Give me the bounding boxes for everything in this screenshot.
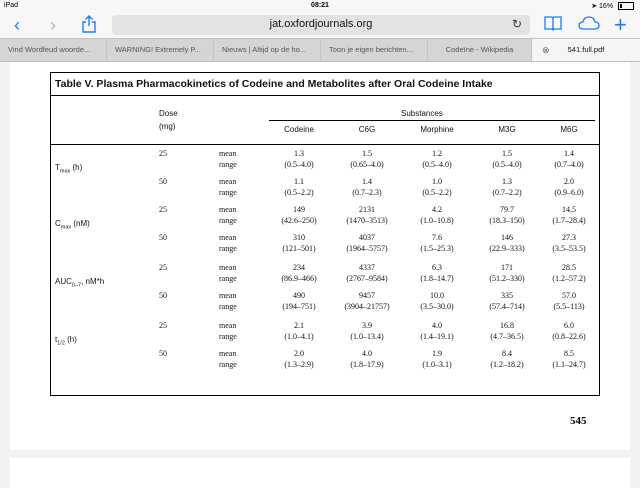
range-value: (194–751) (282, 302, 316, 311)
parameter-unit: (nM) (71, 219, 90, 228)
range-label: range (219, 216, 237, 225)
dose-value: 25 (159, 321, 167, 330)
range-value: (0.5–4.0) (284, 160, 314, 169)
range-value: (1.4–19.1) (420, 332, 454, 341)
mean-value: 8.4 (502, 349, 512, 358)
range-value: (4.7–36.5) (490, 332, 524, 341)
dose-value: 25 (159, 205, 167, 214)
battery-percent: 16% (599, 3, 614, 10)
range-value: (1964–5757) (346, 244, 388, 253)
dose-value: 50 (159, 349, 167, 358)
tab-bar (0, 38, 640, 62)
range-value: (5.5–113) (553, 302, 585, 311)
bookmarks-button[interactable] (544, 15, 562, 35)
range-value: (1470–3513) (346, 216, 388, 225)
url-text: jat.oxfordjournals.org (269, 18, 373, 30)
range-value: (1.8–14.7) (420, 274, 454, 283)
dose-unit: (mg) (159, 122, 176, 131)
mean-value: 2.0 (564, 177, 574, 186)
mean-value: 2.1 (294, 321, 304, 330)
mean-value: 1.9 (432, 349, 442, 358)
column-header: M3G (498, 125, 516, 134)
substances-header: Substances (401, 109, 443, 118)
range-value: (1.0–13.4) (350, 332, 384, 341)
mean-value: 1.0 (432, 177, 442, 186)
column-header: Morphine (420, 125, 454, 134)
column-header: Codeine (284, 125, 314, 134)
parameter-name: C (55, 219, 61, 228)
mean-value: 171 (501, 263, 513, 272)
new-tab-button[interactable]: + (614, 12, 627, 37)
range-value: (0.8–22.6) (552, 332, 586, 341)
table-title: Table V. Plasma Pharmacokinetics of Codeine and Metabolites after Oral Codeine Intake (55, 78, 493, 90)
status-bar (0, 0, 640, 12)
page-number: 545 (570, 415, 587, 427)
mean-value: 234 (293, 263, 305, 272)
mean-value: 310 (293, 233, 305, 242)
mean-value: 10.0 (430, 291, 444, 300)
parameter-unit: (h) (70, 163, 83, 172)
mean-value: 335 (501, 291, 513, 300)
clock: 08:21 (311, 2, 329, 9)
mean-value: 1.5 (502, 149, 512, 158)
range-value: (86.9–466) (281, 274, 317, 283)
range-value: (42.6–250) (281, 216, 317, 225)
mean-value: 490 (293, 291, 305, 300)
column-header: M6G (560, 125, 578, 134)
range-value: (22.9–333) (489, 244, 525, 253)
mean-label: mean (219, 149, 237, 158)
range-value: (0.5–2.2) (422, 188, 452, 197)
share-icon (82, 15, 96, 33)
pdf-page (10, 62, 630, 450)
dose-header: Dose (159, 109, 178, 118)
range-value: (1.5–25.3) (420, 244, 454, 253)
tab-label: Nieuws | Altijd op de ho... (222, 45, 307, 54)
mean-value: 79.7 (500, 205, 514, 214)
tab-label: Toon je eigen berichten... (329, 45, 413, 54)
mean-label: mean (219, 291, 237, 300)
tab-label: Codeïne - Wikipedia (445, 45, 514, 54)
range-value: (2767–9584) (346, 274, 388, 283)
range-value: (0.5–4.0) (492, 160, 522, 169)
range-value: (18.3–150) (489, 216, 525, 225)
mean-value: 28.5 (562, 263, 576, 272)
tab-label: 541.full.pdf (567, 45, 605, 54)
range-value: (57.4–714) (489, 302, 525, 311)
parameter-name: t (55, 335, 58, 344)
mean-label: mean (219, 263, 237, 272)
range-value: (1.3–2.9) (284, 360, 314, 369)
mean-value: 16.8 (500, 321, 514, 330)
mean-value: 1.4 (564, 149, 574, 158)
dose-value: 25 (159, 263, 167, 272)
range-label: range (219, 332, 237, 341)
mean-value: 2.0 (294, 349, 304, 358)
tab-warning[interactable] (107, 39, 214, 61)
range-value: (1.2–57.2) (552, 274, 586, 283)
dose-value: 50 (159, 177, 167, 186)
mean-value: 4.0 (362, 349, 372, 358)
tab-nieuws[interactable] (214, 39, 321, 61)
range-value: (1.0–10.8) (420, 216, 454, 225)
book-icon (544, 15, 562, 31)
mean-value: 4.0 (432, 321, 442, 330)
parameter-unit: (h) (64, 335, 77, 344)
parameter-subscript: max (60, 224, 72, 231)
range-value: (1.7–28.4) (552, 216, 586, 225)
location-icon: ➤ (591, 3, 598, 10)
range-value: (1.0–4.1) (284, 332, 314, 341)
mean-value: 149 (293, 205, 305, 214)
range-value: (121–501) (282, 244, 316, 253)
mean-value: 1.5 (362, 149, 372, 158)
parameter-name: T (55, 163, 60, 172)
parameter-subscript: 1/2 (57, 340, 65, 347)
battery-icon (618, 2, 634, 10)
back-button[interactable]: ‹ (14, 15, 20, 35)
tab-label: WARNING! Extremely P... (115, 45, 201, 54)
parameter-label (55, 335, 77, 347)
substances-underline (269, 120, 595, 121)
dose-value: 50 (159, 291, 167, 300)
mean-value: 1.3 (502, 177, 512, 186)
mean-value: 7.6 (432, 233, 442, 242)
tab-berichten[interactable] (321, 39, 428, 61)
mean-label: mean (219, 321, 237, 330)
divider (51, 144, 599, 145)
parameter-label (55, 219, 90, 231)
tab-pdf-active[interactable] (532, 39, 640, 61)
mean-value: 9457 (359, 291, 375, 300)
mean-value: 4337 (359, 263, 375, 272)
mean-value: 27.3 (562, 233, 576, 242)
range-label: range (219, 302, 237, 311)
range-value: (0.65–4.0) (350, 160, 384, 169)
mean-value: 3.9 (362, 321, 372, 330)
mean-value: 6.3 (432, 263, 442, 272)
dose-value: 50 (159, 233, 167, 242)
address-bar[interactable] (112, 15, 530, 35)
range-value: (0.7–4.0) (554, 160, 584, 169)
dose-value: 25 (159, 149, 167, 158)
pdf-next-page (10, 458, 630, 488)
share-button[interactable] (82, 15, 96, 37)
range-value: (0.7–2.2) (492, 188, 522, 197)
mean-value: 4037 (359, 233, 375, 242)
mean-value: 14.5 (562, 205, 576, 214)
battery-indicator (591, 2, 634, 10)
device-label: iPad (4, 2, 19, 9)
mean-value: 1.3 (294, 149, 304, 158)
parameter-subscript: 0–7 (71, 282, 82, 289)
range-label: range (219, 244, 237, 253)
mean-value: 1.2 (432, 149, 442, 158)
mean-label: mean (219, 205, 237, 214)
mean-value: 8.5 (564, 349, 574, 358)
tab-codeine-wikipedia[interactable] (428, 39, 532, 61)
divider (51, 95, 599, 96)
forward-button[interactable]: › (50, 15, 56, 35)
range-value: (0.9–6.0) (554, 188, 584, 197)
range-value: (1.0–3.1) (422, 360, 452, 369)
mean-value: 1.4 (362, 177, 372, 186)
mean-label: mean (219, 233, 237, 242)
range-value: (3.5–30.0) (420, 302, 454, 311)
range-value: (3.5–53.5) (552, 244, 586, 253)
range-label: range (219, 274, 237, 283)
parameter-name: AUC (55, 277, 72, 286)
range-value: (0.7–2.3) (352, 188, 382, 197)
parameter-unit: , nM*h (81, 277, 105, 286)
mean-label: mean (219, 177, 237, 186)
tab-label: Vind Wordfeud woorde... (8, 45, 91, 54)
mean-value: 4.2 (432, 205, 442, 214)
range-value: (0.5–2.2) (284, 188, 314, 197)
range-label: range (219, 160, 237, 169)
parameter-label (55, 163, 82, 175)
range-value: (1.1–24.7) (552, 360, 586, 369)
mean-label: mean (219, 349, 237, 358)
close-tab-icon[interactable]: ⊗ (542, 45, 550, 55)
cloud-icon (578, 15, 600, 31)
parameter-subscript: max (59, 168, 71, 175)
parameter-label (55, 277, 104, 289)
range-value: (1.8–17.9) (350, 360, 384, 369)
tab-wordfeud[interactable] (0, 39, 107, 61)
range-label: range (219, 188, 237, 197)
range-value: (0.5–4.0) (422, 160, 452, 169)
data-table (50, 72, 600, 396)
column-header: C6G (358, 125, 376, 134)
mean-value: 1.1 (294, 177, 304, 186)
icloud-tabs-button[interactable] (578, 15, 600, 35)
range-value: (3904–21757) (344, 302, 390, 311)
mean-value: 146 (501, 233, 513, 242)
mean-value: 2131 (359, 205, 375, 214)
reload-icon[interactable]: ↻ (511, 17, 522, 31)
range-value: (1.2–18.2) (490, 360, 524, 369)
mean-value: 57.0 (562, 291, 576, 300)
mean-value: 6.0 (564, 321, 574, 330)
browser-toolbar (0, 12, 640, 38)
range-label: range (219, 360, 237, 369)
range-value: (51.2–330) (489, 274, 525, 283)
